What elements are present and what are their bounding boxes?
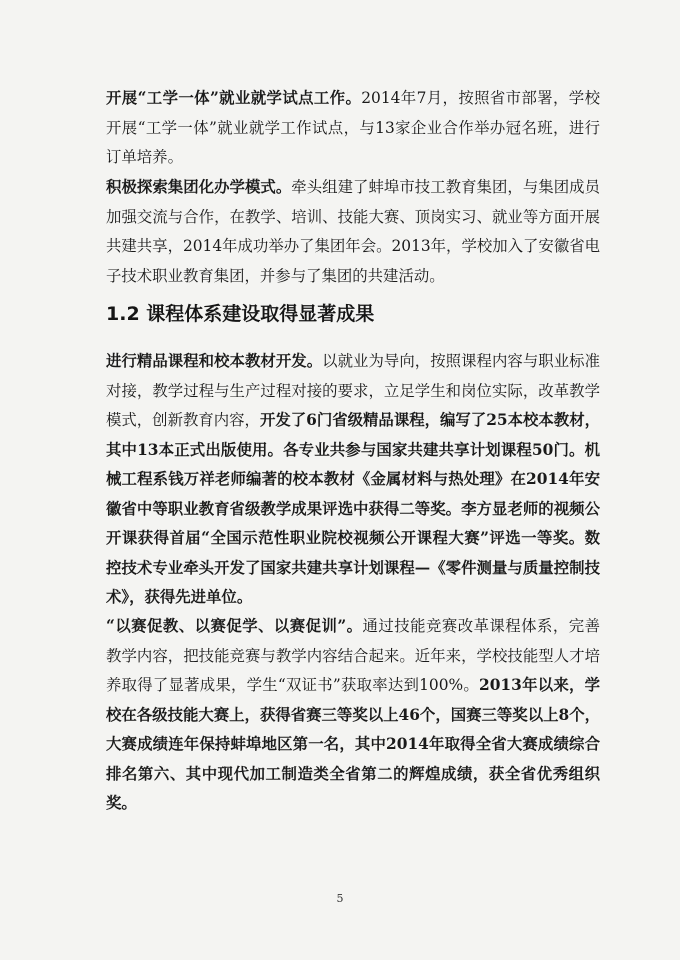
paragraph-quality-courses [106, 347, 600, 613]
paragraph-skills-competition [106, 612, 600, 819]
paragraph-lead: “以赛促教、以赛促学、以赛促训”。 [106, 617, 363, 635]
paragraph-text: 牵头组建了蚌埠市技工教育集团，与集团成员加强交流与合作，在教学、培训、技能大赛、顶岗实习、就业等方面开展共建共享，2014年成功举办了集团年会。2013年，学校加入了安徽省电子技术职业教育集团，并参与了集团的共建活动。 [106, 178, 600, 285]
paragraph-lead: 开展“工学一体”就业就学试点工作。 [106, 89, 362, 107]
page-number: 5 [336, 892, 344, 905]
paragraph-group-education [106, 173, 600, 291]
paragraph-work-study-pilot [106, 84, 600, 173]
paragraph-emphasis: 开发了6门省级精品课程，编写了25本校本教材，其中13本正式出版使用。各专业共参与国家共建共享计划课程50门。机械工程系钱万祥老师编著的校本教材《金属材料与热处理》在2014年安徽省中等职业教育省级教学成果评选中获得二等奖。李方显老师的视频公开课获得首届“全国示范性职业院校视频公开课程大赛”评选一等奖。数控技术专业牵头开发了国家共建共享计划课程—《零件测量与质量控制技术》，获得先进单位。 [106, 411, 600, 606]
paragraph-text: 2014年7月，按照省市部署，学校开展“工学一体”就业就学工作试点，与13家企业合作举办冠名班，进行订单培养。 [106, 89, 600, 166]
paragraph-lead: 积极探索集团化办学模式。 [106, 178, 292, 196]
paragraph-text: 以就业为导向，按照课程内容与职业标准对接，教学过程与生产过程对接的要求，立足学生和岗位实际，改革教学模式，创新教育内容， [106, 352, 600, 429]
paragraph-text: 通过技能竞赛改革课程体系，完善教学内容，把技能竞赛与教学内容结合起来。近年来，学校技能型人才培养取得了显著成果，学生“双证书”获取率达到100%。 [106, 617, 600, 694]
section-heading: 1.2 课程体系建设取得显著成果 [106, 303, 375, 325]
paragraph-lead: 进行精品课程和校本教材开发。 [106, 352, 323, 370]
paragraph-emphasis: 2013年以来，学校在各级技能大赛上，获得省赛三等奖以上46个，国赛三等奖以上8个，大赛成绩连年保持蚌埠地区第一名，其中2014年取得全省大赛成绩综合排名第六、其中现代加工制造类全省第二的辉煌成绩，获全省优秀组织奖。 [106, 676, 600, 812]
